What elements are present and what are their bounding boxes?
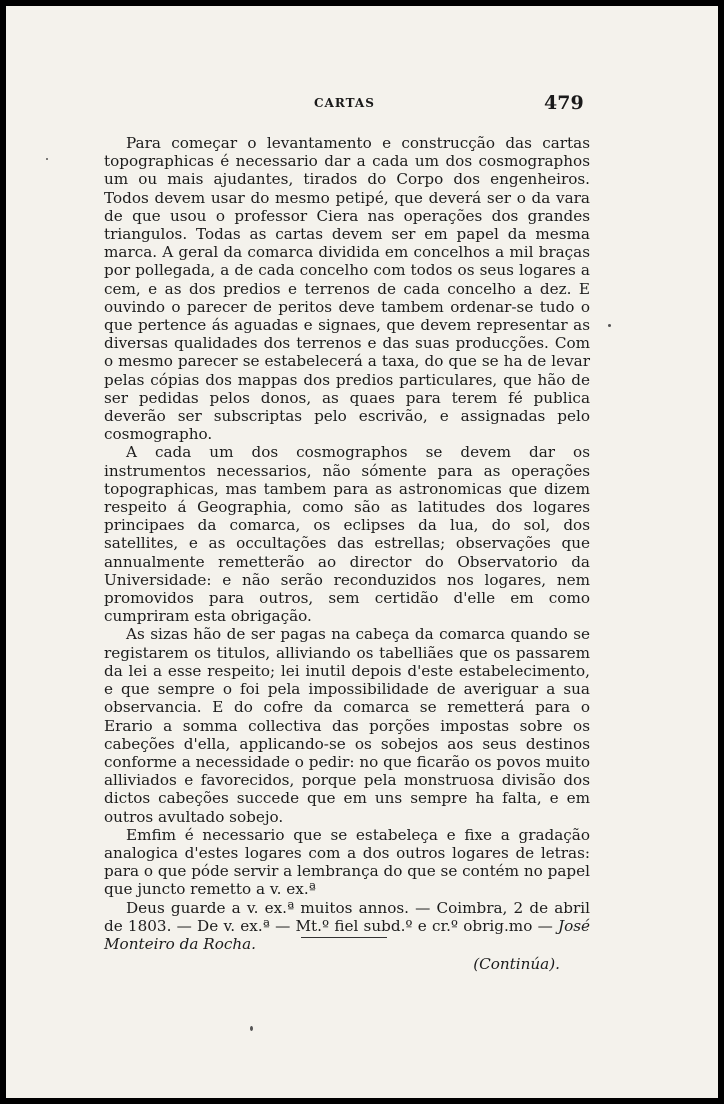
continuation-note: (Continúa).	[473, 955, 560, 974]
page-header	[6, 92, 718, 116]
ink-speck	[250, 1026, 253, 1031]
ink-speck	[46, 158, 48, 160]
running-title: CARTAS	[314, 96, 375, 110]
paragraph-cartas-topographicas: Para começar o levantamento e construcção das cartas topographicas é necessario dar a cada um dos cosmographos um ou mais ajudantes, tirados do Corpo dos engenheiros. Todos devem usar do mesmo petipé, que deverá ser o da vara de que usou o professor Ciera nas operações dos grandes triangulos. Todas as cartas devem ser em papel da mesma marca. A geral da comarca dividida em concelhos a mil braças por pollegada, a de cada concelho com todos os seus logares a cem, e as dos predios e terrenos de cada concelho a dez. E ouvindo o parecer de peritos deve tambem ordenar-se tudo o que pertence ás aguadas e signaes, que devem representar as diversas qualidades dos terrenos e das suas producções. Com o mesmo parecer se estabelecerá a taxa, do que se ha de levar pelas cópias dos mappas dos predios particulares, que hão de ser pedidas pelos donos, as quaes para terem fé publica deverão ser subscriptas pelo escrivão, e assignadas pelo cosmographo.	[104, 134, 590, 444]
signoff-author: José Monteiro da Rocha.	[104, 916, 590, 953]
page-number: 479	[544, 92, 584, 114]
book-page	[6, 6, 718, 1098]
ink-speck	[608, 324, 611, 327]
letter-signoff	[104, 899, 590, 954]
paragraph-instrumentos: A cada um dos cosmographos se devem dar os instrumentos necessarios, não sómente para as operações topographicas, mas tambem para as astronomicas que dizem respeito á Geographia, como são as latitudes dos logares principaes da comarca, os eclipses da lua, do sol, dos satellites, e as occultações das estrellas; observações que annualmente remetterão ao director do Observatorio da Universidade: e não serão reconduzidos nos logares, nem promovidos para outros, sem certidão d'elle em como cumpriram esta obrigação.	[104, 443, 590, 626]
paragraph-gradacao: Emfim é necessario que se estabeleça e fixe a gradação analogica d'estes logares com a dos outros logares de letras: para o que póde servir a lembrança do que se contém no papel que juncto remetto a v. ex.ª	[104, 825, 590, 899]
body-text	[104, 134, 590, 973]
closing-rule	[301, 937, 387, 938]
signoff-text: Deus guarde a v. ex.ª muitos annos. — Coimbra, 2 de abril de 1803. — De v. ex.ª — Mt.º fiel subd.º e cr.º obrig.mo —	[104, 898, 590, 935]
paragraph-sizas: As sizas hão de ser pagas na cabeça da comarca quando se registarem os titulos, alliviando os tabelliães que os passarem da lei a esse respeito; lei inutil depois d'este estabelecimento, e que sempre o foi pela impossibilidade de averiguar a sua observancia. E do cofre da comarca se remetterá para o Erario a somma collectiva das porções impostas sobre os cabeções d'ella, applicando-se os sobejos aos seus destinos conforme a necessidade o pedir: no que ficarão os povos muito alliviados e favorecidos, porque pela monstruosa divisão dos dictos cabeções succede que em uns sempre ha falta, e em outros avultado sobejo.	[104, 625, 590, 826]
